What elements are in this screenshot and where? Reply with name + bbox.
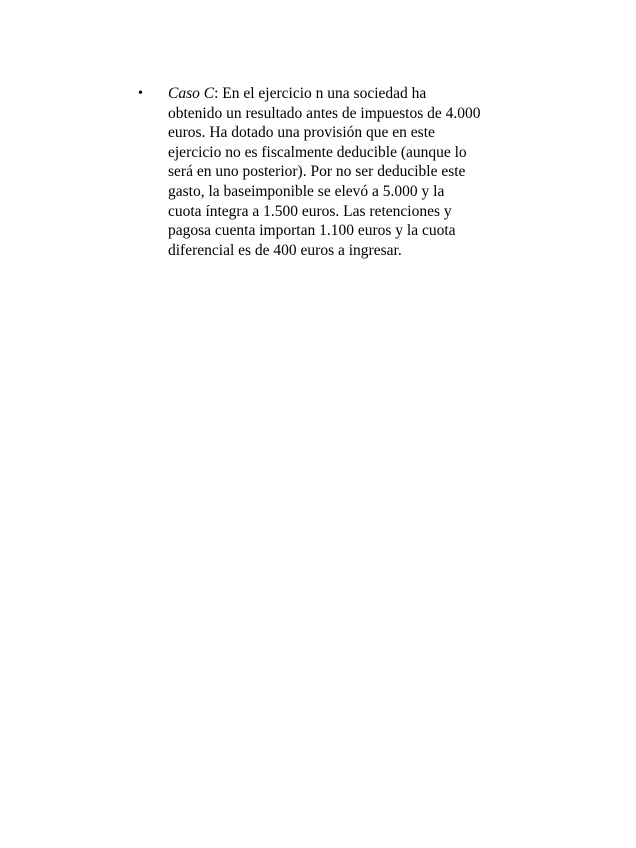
paragraph-line-1-text: : En el ejercicio n una sociedad ha [214, 85, 427, 102]
paragraph-line-2: obtenido un resultado antes de impuestos de 4.000 [168, 104, 481, 122]
paragraph-line-8: pagosa cuenta importan 1.100 euros y la cuota [168, 222, 456, 240]
paragraph-line-1 [168, 84, 508, 104]
paragraph-line-6: gasto, la baseimponible se elevó a 5.000 y la [168, 182, 445, 200]
paragraph-line-4: ejercicio no es fiscalmente deducible (aunque lo [168, 143, 467, 161]
paragraph-line-7: cuota íntegra a 1.500 euros. Las retenciones y [168, 202, 452, 220]
case-label: Caso C [168, 85, 215, 102]
paragraph-line-3: euros. Ha dotado una provisión que en este [168, 124, 435, 142]
paragraph-line-5: será en uno posterior). Por no ser deducible este [168, 163, 466, 181]
bullet-marker: • [138, 86, 143, 101]
paragraph [168, 84, 508, 260]
paragraph-line-9: diferencial es de 400 euros a ingresar. [168, 241, 402, 259]
bullet-list-item [138, 84, 518, 260]
